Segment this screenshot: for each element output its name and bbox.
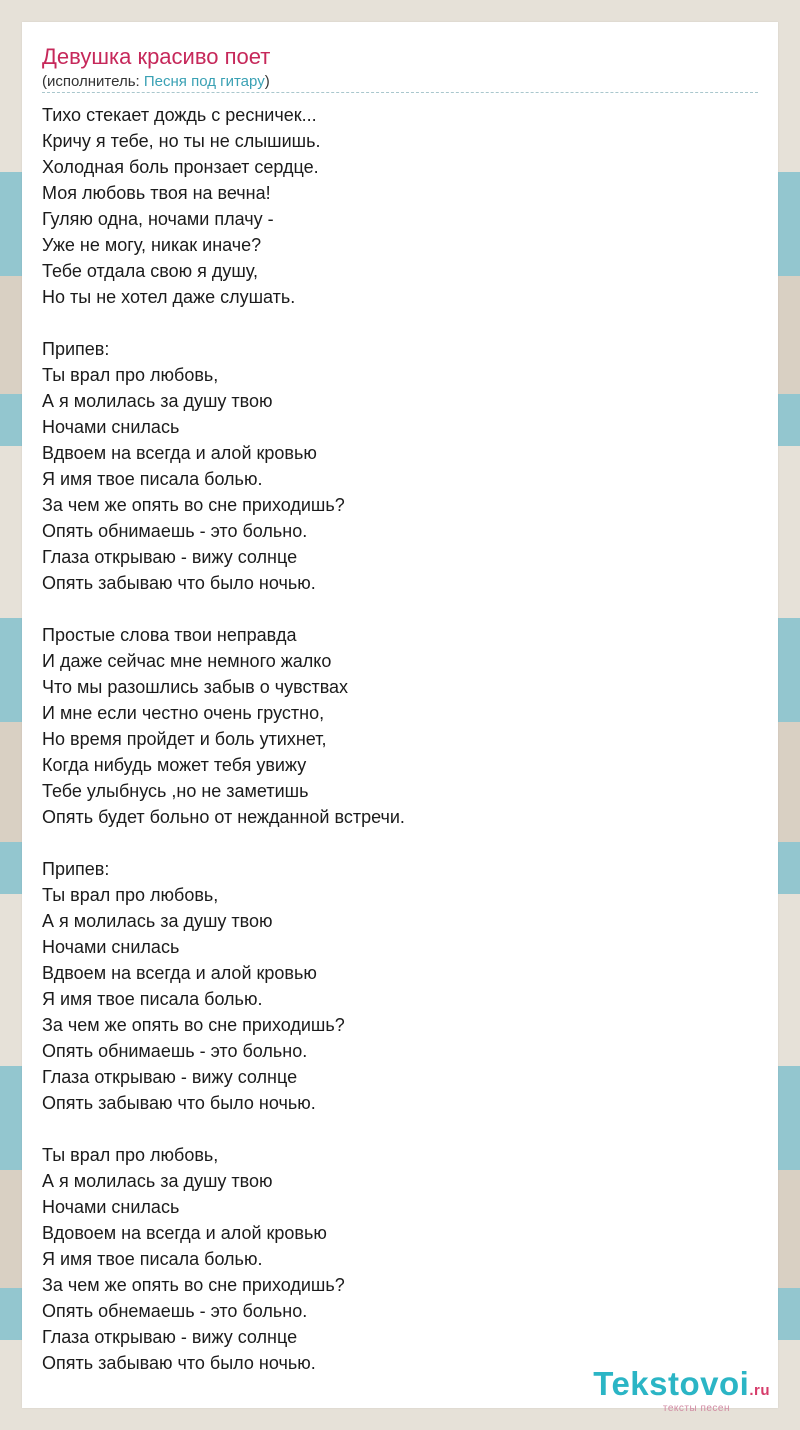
lyric-line: Ты врал про любовь,	[42, 365, 219, 385]
lyric-line: За чем же опять во сне приходишь?	[42, 1015, 345, 1035]
lyric-line: Глаза открываю - вижу солнце	[42, 1067, 298, 1087]
stanza-break	[42, 1116, 405, 1142]
lyric-line: Глаза открываю - вижу солнце	[42, 547, 298, 567]
lyric-line: За чем же опять во сне приходишь?	[42, 495, 345, 515]
lyric-line: А я молилась за душу твою	[42, 391, 273, 411]
lyric-line: За чем же опять во сне приходишь?	[42, 1275, 345, 1295]
lyric-line: Ты врал про любовь,	[42, 1145, 219, 1165]
logo-tagline: тексты песен	[662, 1403, 730, 1414]
lyric-line: Я имя твое писала болью.	[42, 1249, 263, 1269]
lyric-line: Ночами снилась	[42, 937, 180, 957]
lyric-line: Но время пройдет и боль утихнет,	[42, 729, 327, 749]
lyric-line: Я имя твое писала болью.	[42, 989, 263, 1009]
logo-wordmark	[593, 1365, 770, 1407]
lyric-line: Опять забываю что было ночью.	[42, 1353, 316, 1373]
lyric-line: Опять обнимаешь - это больно.	[42, 1041, 308, 1061]
artist-link[interactable]: Песня под гитару	[143, 73, 265, 90]
lyric-line: Я имя твое писала болью.	[42, 469, 263, 489]
lyric-line: Ты врал про любовь,	[42, 885, 219, 905]
lyric-line: Холодная боль пронзает сердце.	[42, 157, 319, 177]
dashed-divider	[42, 92, 758, 93]
lyric-line: Вдвоем на всегда и алой кровью	[42, 963, 317, 983]
stanza-break	[42, 596, 405, 622]
lyric-line: Ночами снилась	[42, 1197, 180, 1217]
artist-prefix: (исполнитель:	[42, 73, 144, 90]
site-logo[interactable]	[593, 1365, 770, 1414]
lyric-line: Опять будет больно от нежданной встречи.	[42, 807, 405, 827]
logo-ru-text: .ru	[749, 1382, 770, 1399]
lyric-line: Глаза открываю - вижу солнце	[42, 1327, 298, 1347]
lyric-line: Уже не могу, никак иначе?	[42, 235, 262, 255]
lyric-line: Моя любовь твоя на вечна!	[42, 183, 271, 203]
lyric-line: Тебе улыбнусь ,но не заметишь	[42, 781, 309, 801]
lyric-line: И даже сейчас мне немного жалко	[42, 651, 332, 671]
lyric-line: А я молилась за душу твою	[42, 1171, 273, 1191]
stanza-break	[42, 310, 405, 336]
lyric-line: Вдвоем на всегда и алой кровью	[42, 443, 317, 463]
lyric-line: Когда нибудь может тебя увижу	[42, 755, 307, 775]
lyric-line: Опять забываю что было ночью.	[42, 1093, 316, 1113]
lyric-line: Опять обнемаешь - это больно.	[42, 1301, 308, 1321]
artist-suffix: )	[264, 73, 270, 90]
lyrics-text	[42, 102, 405, 1376]
lyric-line: Тихо стекает дождь с ресничек...	[42, 105, 317, 125]
lyric-line: Вдовоем на всегда и алой кровью	[42, 1223, 327, 1243]
lyric-line: Простые слова твои неправда	[42, 625, 297, 645]
lyric-line: И мне если честно очень грустно,	[42, 703, 325, 723]
lyric-line: Гуляю одна, ночами плачу -	[42, 209, 274, 229]
lyric-line: Кричу я тебе, но ты не слышишь.	[42, 131, 321, 151]
logo-main-text: Tekstovoi	[593, 1365, 750, 1402]
lyric-line: Опять забываю что было ночью.	[42, 573, 316, 593]
stanza-break	[42, 830, 405, 856]
song-title: Девушка красиво поет	[42, 44, 271, 69]
lyric-line: Ночами снилась	[42, 417, 180, 437]
artist-line	[42, 73, 270, 90]
lyric-line: Но ты не хотел даже слушать.	[42, 287, 296, 307]
lyric-line: Тебе отдала свою я душу,	[42, 261, 258, 281]
lyric-line: Что мы разошлись забыв о чувствах	[42, 677, 349, 697]
lyrics-card	[22, 22, 778, 1414]
lyric-line: Опять обнимаешь - это больно.	[42, 521, 308, 541]
lyric-line: Припев:	[42, 859, 110, 879]
lyric-line: Припев:	[42, 339, 110, 359]
lyric-line: А я молилась за душу твою	[42, 911, 273, 931]
